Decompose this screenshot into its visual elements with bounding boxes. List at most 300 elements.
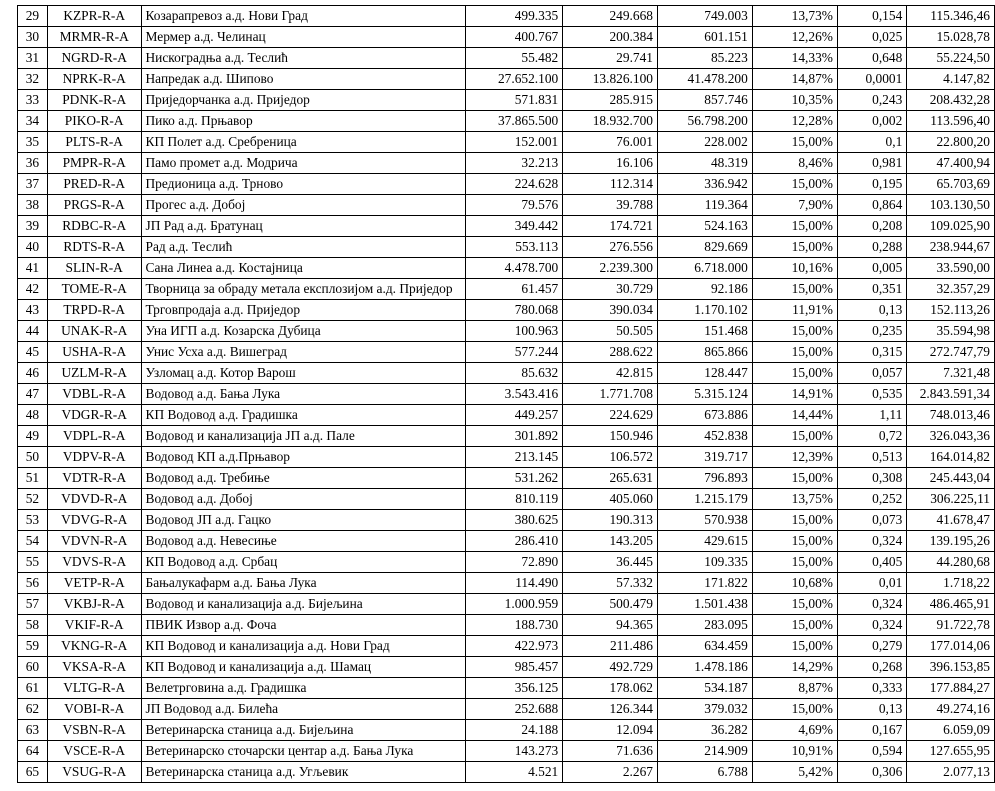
value-total-cell: 829.669 xyxy=(658,237,753,258)
percent-share-cell: 15,00% xyxy=(752,552,837,573)
row-number-cell: 42 xyxy=(18,279,48,300)
value-total-cell: 570.938 xyxy=(658,510,753,531)
company-name-cell: ЈП Рад а.д. Братунац xyxy=(141,216,466,237)
company-name-cell: Козарапревоз а.д. Нови Град xyxy=(141,6,466,27)
ticker-code-cell: VDBL-R-A xyxy=(47,384,141,405)
ticker-code-cell: PRGS-R-A xyxy=(47,195,141,216)
value-b-cell: 143.205 xyxy=(563,531,658,552)
value-b-cell: 94.365 xyxy=(563,615,658,636)
value-b-cell: 150.946 xyxy=(563,426,658,447)
table-row xyxy=(18,468,995,489)
value-total-cell: 601.151 xyxy=(658,27,753,48)
company-name-cell: Водовод ЈП а.д. Гацко xyxy=(141,510,466,531)
coefficient-cell: 0,324 xyxy=(837,531,906,552)
value-a-cell: 1.000.959 xyxy=(466,594,563,615)
ticker-code-cell: VSUG-R-A xyxy=(47,762,141,783)
value-b-cell: 71.636 xyxy=(563,741,658,762)
row-number-cell: 33 xyxy=(18,90,48,111)
value-b-cell: 30.729 xyxy=(563,279,658,300)
ticker-code-cell: VDGR-R-A xyxy=(47,405,141,426)
ticker-code-cell: KZPR-R-A xyxy=(47,6,141,27)
amount-cell: 272.747,79 xyxy=(907,342,995,363)
table-row xyxy=(18,195,995,216)
percent-share-cell: 10,68% xyxy=(752,573,837,594)
table-row xyxy=(18,153,995,174)
value-a-cell: 72.890 xyxy=(466,552,563,573)
table-row xyxy=(18,741,995,762)
value-b-cell: 18.932.700 xyxy=(563,111,658,132)
coefficient-cell: 0,073 xyxy=(837,510,906,531)
ticker-code-cell: TRPD-R-A xyxy=(47,300,141,321)
row-number-cell: 53 xyxy=(18,510,48,531)
company-name-cell: КП Водовод и канализација а.д. Шамац xyxy=(141,657,466,678)
coefficient-cell: 0,243 xyxy=(837,90,906,111)
value-a-cell: 577.244 xyxy=(466,342,563,363)
table-row xyxy=(18,321,995,342)
coefficient-cell: 0,1 xyxy=(837,132,906,153)
value-b-cell: 492.729 xyxy=(563,657,658,678)
percent-share-cell: 14,87% xyxy=(752,69,837,90)
value-a-cell: 553.113 xyxy=(466,237,563,258)
amount-cell: 32.357,29 xyxy=(907,279,995,300)
value-total-cell: 1.215.179 xyxy=(658,489,753,510)
percent-share-cell: 10,35% xyxy=(752,90,837,111)
value-b-cell: 200.384 xyxy=(563,27,658,48)
table-row xyxy=(18,279,995,300)
percent-share-cell: 14,91% xyxy=(752,384,837,405)
company-name-cell: Мермер а.д. Челинац xyxy=(141,27,466,48)
value-a-cell: 356.125 xyxy=(466,678,563,699)
row-number-cell: 39 xyxy=(18,216,48,237)
coefficient-cell: 0,72 xyxy=(837,426,906,447)
table-row xyxy=(18,720,995,741)
amount-cell: 15.028,78 xyxy=(907,27,995,48)
percent-share-cell: 15,00% xyxy=(752,132,837,153)
value-total-cell: 534.187 xyxy=(658,678,753,699)
value-b-cell: 42.815 xyxy=(563,363,658,384)
value-a-cell: 100.963 xyxy=(466,321,563,342)
amount-cell: 41.678,47 xyxy=(907,510,995,531)
table-row xyxy=(18,342,995,363)
value-a-cell: 224.628 xyxy=(466,174,563,195)
coefficient-cell: 0,308 xyxy=(837,468,906,489)
value-total-cell: 6.718.000 xyxy=(658,258,753,279)
row-number-cell: 61 xyxy=(18,678,48,699)
row-number-cell: 47 xyxy=(18,384,48,405)
row-number-cell: 58 xyxy=(18,615,48,636)
company-name-cell: Водовод и канализација а.д. Бијељина xyxy=(141,594,466,615)
row-number-cell: 54 xyxy=(18,531,48,552)
value-total-cell: 171.822 xyxy=(658,573,753,594)
value-total-cell: 41.478.200 xyxy=(658,69,753,90)
value-total-cell: 319.717 xyxy=(658,447,753,468)
table-row xyxy=(18,405,995,426)
value-b-cell: 12.094 xyxy=(563,720,658,741)
value-a-cell: 32.213 xyxy=(466,153,563,174)
ticker-code-cell: UNAK-R-A xyxy=(47,321,141,342)
row-number-cell: 29 xyxy=(18,6,48,27)
ticker-code-cell: USHA-R-A xyxy=(47,342,141,363)
value-a-cell: 3.543.416 xyxy=(466,384,563,405)
value-b-cell: 16.106 xyxy=(563,153,658,174)
coefficient-cell: 0,057 xyxy=(837,363,906,384)
company-name-cell: Приједорчанка а.д. Приједор xyxy=(141,90,466,111)
value-total-cell: 1.170.102 xyxy=(658,300,753,321)
ticker-code-cell: PRED-R-A xyxy=(47,174,141,195)
company-name-cell: Уна ИГП а.д. Козарска Дубица xyxy=(141,321,466,342)
value-total-cell: 336.942 xyxy=(658,174,753,195)
table-row xyxy=(18,216,995,237)
table-row xyxy=(18,531,995,552)
row-number-cell: 44 xyxy=(18,321,48,342)
value-b-cell: 405.060 xyxy=(563,489,658,510)
percent-share-cell: 13,73% xyxy=(752,6,837,27)
amount-cell: 127.655,95 xyxy=(907,741,995,762)
coefficient-cell: 0,351 xyxy=(837,279,906,300)
ticker-code-cell: VETP-R-A xyxy=(47,573,141,594)
amount-cell: 245.443,04 xyxy=(907,468,995,489)
percent-share-cell: 15,00% xyxy=(752,321,837,342)
table-row xyxy=(18,6,995,27)
value-total-cell: 452.838 xyxy=(658,426,753,447)
ticker-code-cell: VSCE-R-A xyxy=(47,741,141,762)
percent-share-cell: 8,87% xyxy=(752,678,837,699)
company-name-cell: Водовод а.д. Невесиње xyxy=(141,531,466,552)
ticker-code-cell: PIKO-R-A xyxy=(47,111,141,132)
value-b-cell: 106.572 xyxy=(563,447,658,468)
amount-cell: 1.718,22 xyxy=(907,573,995,594)
value-b-cell: 174.721 xyxy=(563,216,658,237)
amount-cell: 177.884,27 xyxy=(907,678,995,699)
value-a-cell: 531.262 xyxy=(466,468,563,489)
amount-cell: 47.400,94 xyxy=(907,153,995,174)
coefficient-cell: 0,333 xyxy=(837,678,906,699)
value-a-cell: 61.457 xyxy=(466,279,563,300)
coefficient-cell: 0,002 xyxy=(837,111,906,132)
percent-share-cell: 15,00% xyxy=(752,594,837,615)
percent-share-cell: 14,29% xyxy=(752,657,837,678)
row-number-cell: 30 xyxy=(18,27,48,48)
coefficient-cell: 0,288 xyxy=(837,237,906,258)
row-number-cell: 31 xyxy=(18,48,48,69)
value-total-cell: 1.478.186 xyxy=(658,657,753,678)
company-name-cell: Унис Усха а.д. Вишеград xyxy=(141,342,466,363)
amount-cell: 115.346,46 xyxy=(907,6,995,27)
percent-share-cell: 12,28% xyxy=(752,111,837,132)
coefficient-cell: 0,0001 xyxy=(837,69,906,90)
company-name-cell: Водовод а.д. Требиње xyxy=(141,468,466,489)
table-row xyxy=(18,615,995,636)
value-a-cell: 810.119 xyxy=(466,489,563,510)
value-a-cell: 152.001 xyxy=(466,132,563,153)
coefficient-cell: 0,268 xyxy=(837,657,906,678)
row-number-cell: 64 xyxy=(18,741,48,762)
value-total-cell: 36.282 xyxy=(658,720,753,741)
row-number-cell: 41 xyxy=(18,258,48,279)
table-row xyxy=(18,363,995,384)
amount-cell: 35.594,98 xyxy=(907,321,995,342)
company-name-cell: Памо промет а.д. Модрича xyxy=(141,153,466,174)
value-b-cell: 13.826.100 xyxy=(563,69,658,90)
value-b-cell: 276.556 xyxy=(563,237,658,258)
ticker-code-cell: VDPL-R-A xyxy=(47,426,141,447)
ticker-code-cell: VLTG-R-A xyxy=(47,678,141,699)
value-b-cell: 178.062 xyxy=(563,678,658,699)
company-name-cell: Прогес а.д. Добој xyxy=(141,195,466,216)
company-name-cell: Водовод КП а.д.Прњавор xyxy=(141,447,466,468)
amount-cell: 4.147,82 xyxy=(907,69,995,90)
percent-share-cell: 15,00% xyxy=(752,531,837,552)
value-total-cell: 151.468 xyxy=(658,321,753,342)
company-name-cell: Нискоградња а.д. Теслић xyxy=(141,48,466,69)
row-number-cell: 46 xyxy=(18,363,48,384)
ticker-code-cell: VKIF-R-A xyxy=(47,615,141,636)
value-total-cell: 429.615 xyxy=(658,531,753,552)
company-name-cell: Рад а.д. Теслић xyxy=(141,237,466,258)
company-name-cell: ПВИК Извор а.д. Фоча xyxy=(141,615,466,636)
percent-share-cell: 5,42% xyxy=(752,762,837,783)
table-row xyxy=(18,174,995,195)
ticker-code-cell: VKNG-R-A xyxy=(47,636,141,657)
row-number-cell: 34 xyxy=(18,111,48,132)
value-a-cell: 985.457 xyxy=(466,657,563,678)
table-row xyxy=(18,552,995,573)
value-b-cell: 190.313 xyxy=(563,510,658,531)
value-a-cell: 499.335 xyxy=(466,6,563,27)
ticker-code-cell: NGRD-R-A xyxy=(47,48,141,69)
table-row xyxy=(18,426,995,447)
value-total-cell: 796.893 xyxy=(658,468,753,489)
row-number-cell: 56 xyxy=(18,573,48,594)
company-name-cell: Водовод а.д. Добој xyxy=(141,489,466,510)
company-name-cell: Пико а.д. Прњавор xyxy=(141,111,466,132)
company-name-cell: ЈП Водовод а.д. Билећа xyxy=(141,699,466,720)
coefficient-cell: 0,195 xyxy=(837,174,906,195)
percent-share-cell: 15,00% xyxy=(752,342,837,363)
coefficient-cell: 0,208 xyxy=(837,216,906,237)
amount-cell: 396.153,85 xyxy=(907,657,995,678)
amount-cell: 2.843.591,34 xyxy=(907,384,995,405)
row-number-cell: 43 xyxy=(18,300,48,321)
coefficient-cell: 0,235 xyxy=(837,321,906,342)
value-total-cell: 857.746 xyxy=(658,90,753,111)
percent-share-cell: 15,00% xyxy=(752,216,837,237)
company-name-cell: Ветеринарска станица а.д. Бијељина xyxy=(141,720,466,741)
company-name-cell: КП Полет а.д. Сребреница xyxy=(141,132,466,153)
row-number-cell: 32 xyxy=(18,69,48,90)
value-total-cell: 119.364 xyxy=(658,195,753,216)
value-a-cell: 27.652.100 xyxy=(466,69,563,90)
company-name-cell: Ветеринарска станица а.д. Угљевик xyxy=(141,762,466,783)
amount-cell: 152.113,26 xyxy=(907,300,995,321)
company-name-cell: Велетрговина а.д. Градишка xyxy=(141,678,466,699)
row-number-cell: 49 xyxy=(18,426,48,447)
ticker-code-cell: MRMR-R-A xyxy=(47,27,141,48)
company-name-cell: КП Водовод и канализација а.д. Нови Град xyxy=(141,636,466,657)
ticker-code-cell: VKBJ-R-A xyxy=(47,594,141,615)
value-b-cell: 36.445 xyxy=(563,552,658,573)
company-name-cell: Предионица а.д. Трново xyxy=(141,174,466,195)
value-a-cell: 114.490 xyxy=(466,573,563,594)
coefficient-cell: 0,13 xyxy=(837,300,906,321)
amount-cell: 2.077,13 xyxy=(907,762,995,783)
table-row xyxy=(18,27,995,48)
table-row xyxy=(18,636,995,657)
table-row xyxy=(18,762,995,783)
value-total-cell: 109.335 xyxy=(658,552,753,573)
value-total-cell: 524.163 xyxy=(658,216,753,237)
value-a-cell: 380.625 xyxy=(466,510,563,531)
percent-share-cell: 15,00% xyxy=(752,636,837,657)
row-number-cell: 62 xyxy=(18,699,48,720)
percent-share-cell: 15,00% xyxy=(752,237,837,258)
amount-cell: 49.274,16 xyxy=(907,699,995,720)
coefficient-cell: 0,154 xyxy=(837,6,906,27)
value-total-cell: 228.002 xyxy=(658,132,753,153)
value-total-cell: 5.315.124 xyxy=(658,384,753,405)
coefficient-cell: 0,535 xyxy=(837,384,906,405)
row-number-cell: 38 xyxy=(18,195,48,216)
value-b-cell: 126.344 xyxy=(563,699,658,720)
table-row xyxy=(18,573,995,594)
row-number-cell: 45 xyxy=(18,342,48,363)
row-number-cell: 59 xyxy=(18,636,48,657)
share-issue-table xyxy=(17,5,995,783)
amount-cell: 91.722,78 xyxy=(907,615,995,636)
value-a-cell: 79.576 xyxy=(466,195,563,216)
amount-cell: 208.432,28 xyxy=(907,90,995,111)
table-row xyxy=(18,111,995,132)
amount-cell: 139.195,26 xyxy=(907,531,995,552)
coefficient-cell: 0,324 xyxy=(837,615,906,636)
ticker-code-cell: VDVG-R-A xyxy=(47,510,141,531)
company-name-cell: Творница за обраду метала експлозијом а.д. Приједор xyxy=(141,279,466,300)
table-row xyxy=(18,510,995,531)
coefficient-cell: 0,01 xyxy=(837,573,906,594)
value-total-cell: 1.501.438 xyxy=(658,594,753,615)
coefficient-cell: 0,025 xyxy=(837,27,906,48)
row-number-cell: 48 xyxy=(18,405,48,426)
value-total-cell: 128.447 xyxy=(658,363,753,384)
value-b-cell: 57.332 xyxy=(563,573,658,594)
value-a-cell: 301.892 xyxy=(466,426,563,447)
value-total-cell: 214.909 xyxy=(658,741,753,762)
coefficient-cell: 0,167 xyxy=(837,720,906,741)
ticker-code-cell: VOBI-R-A xyxy=(47,699,141,720)
coefficient-cell: 0,648 xyxy=(837,48,906,69)
value-b-cell: 50.505 xyxy=(563,321,658,342)
amount-cell: 6.059,09 xyxy=(907,720,995,741)
ticker-code-cell: VDPV-R-A xyxy=(47,447,141,468)
value-total-cell: 634.459 xyxy=(658,636,753,657)
table-row xyxy=(18,69,995,90)
value-total-cell: 283.095 xyxy=(658,615,753,636)
row-number-cell: 63 xyxy=(18,720,48,741)
coefficient-cell: 0,513 xyxy=(837,447,906,468)
amount-cell: 113.596,40 xyxy=(907,111,995,132)
amount-cell: 7.321,48 xyxy=(907,363,995,384)
coefficient-cell: 0,13 xyxy=(837,699,906,720)
value-total-cell: 56.798.200 xyxy=(658,111,753,132)
coefficient-cell: 0,864 xyxy=(837,195,906,216)
ticker-code-cell: PLTS-R-A xyxy=(47,132,141,153)
value-b-cell: 288.622 xyxy=(563,342,658,363)
percent-share-cell: 14,33% xyxy=(752,48,837,69)
value-total-cell: 6.788 xyxy=(658,762,753,783)
amount-cell: 177.014,06 xyxy=(907,636,995,657)
value-b-cell: 76.001 xyxy=(563,132,658,153)
amount-cell: 44.280,68 xyxy=(907,552,995,573)
value-a-cell: 4.478.700 xyxy=(466,258,563,279)
table-row xyxy=(18,489,995,510)
ticker-code-cell: VDVS-R-A xyxy=(47,552,141,573)
row-number-cell: 55 xyxy=(18,552,48,573)
percent-share-cell: 15,00% xyxy=(752,174,837,195)
value-a-cell: 188.730 xyxy=(466,615,563,636)
table-row xyxy=(18,384,995,405)
row-number-cell: 51 xyxy=(18,468,48,489)
ticker-code-cell: VDVN-R-A xyxy=(47,531,141,552)
table-row xyxy=(18,300,995,321)
value-a-cell: 252.688 xyxy=(466,699,563,720)
ticker-code-cell: TOME-R-A xyxy=(47,279,141,300)
value-a-cell: 55.482 xyxy=(466,48,563,69)
value-total-cell: 92.186 xyxy=(658,279,753,300)
value-a-cell: 143.273 xyxy=(466,741,563,762)
company-name-cell: Водовод и канализација ЈП а.д. Пале xyxy=(141,426,466,447)
value-b-cell: 500.479 xyxy=(563,594,658,615)
value-b-cell: 390.034 xyxy=(563,300,658,321)
percent-share-cell: 7,90% xyxy=(752,195,837,216)
amount-cell: 22.800,20 xyxy=(907,132,995,153)
coefficient-cell: 0,005 xyxy=(837,258,906,279)
ticker-code-cell: VDTR-R-A xyxy=(47,468,141,489)
value-a-cell: 422.973 xyxy=(466,636,563,657)
percent-share-cell: 15,00% xyxy=(752,363,837,384)
coefficient-cell: 1,11 xyxy=(837,405,906,426)
coefficient-cell: 0,324 xyxy=(837,594,906,615)
percent-share-cell: 14,44% xyxy=(752,405,837,426)
ticker-code-cell: RDBC-R-A xyxy=(47,216,141,237)
row-number-cell: 35 xyxy=(18,132,48,153)
percent-share-cell: 15,00% xyxy=(752,615,837,636)
table-row xyxy=(18,132,995,153)
value-b-cell: 265.631 xyxy=(563,468,658,489)
value-b-cell: 39.788 xyxy=(563,195,658,216)
coefficient-cell: 0,279 xyxy=(837,636,906,657)
percent-share-cell: 10,91% xyxy=(752,741,837,762)
amount-cell: 55.224,50 xyxy=(907,48,995,69)
ticker-code-cell: VSBN-R-A xyxy=(47,720,141,741)
coefficient-cell: 0,405 xyxy=(837,552,906,573)
value-b-cell: 2.239.300 xyxy=(563,258,658,279)
ticker-code-cell: SLIN-R-A xyxy=(47,258,141,279)
coefficient-cell: 0,306 xyxy=(837,762,906,783)
percent-share-cell: 15,00% xyxy=(752,699,837,720)
ticker-code-cell: NPRK-R-A xyxy=(47,69,141,90)
row-number-cell: 52 xyxy=(18,489,48,510)
amount-cell: 238.944,67 xyxy=(907,237,995,258)
value-total-cell: 85.223 xyxy=(658,48,753,69)
ticker-code-cell: VKSA-R-A xyxy=(47,657,141,678)
company-name-cell: Трговпродаја а.д. Приједор xyxy=(141,300,466,321)
percent-share-cell: 15,00% xyxy=(752,510,837,531)
amount-cell: 33.590,00 xyxy=(907,258,995,279)
row-number-cell: 65 xyxy=(18,762,48,783)
value-a-cell: 780.068 xyxy=(466,300,563,321)
value-a-cell: 213.145 xyxy=(466,447,563,468)
value-b-cell: 224.629 xyxy=(563,405,658,426)
